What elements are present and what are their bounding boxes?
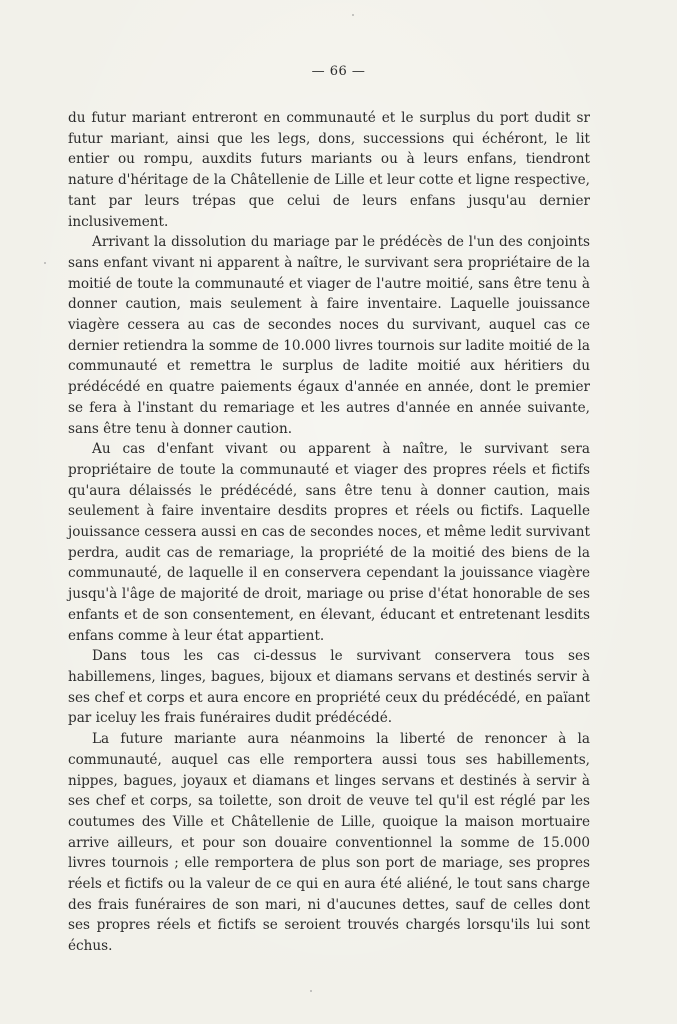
body-text [68,108,590,957]
paper-speck [310,990,312,992]
paragraph: La future mariante aura néanmoins la liberté de renoncer à la communauté, auquel cas elle remportera aussi tous ses habillements, nippes, bagues, joyaux et diamans et linges servans et destinés à servir à ses chef et corps, sa toilette, son droit de veuve tel qu'il est réglé par les coutumes des Ville et Châtellenie de Lille, quoique la maison mortuaire arrive ailleurs, et pour son douaire conventionnel la somme de 15.000 livres tournois ; elle remportera de plus son port de mariage, ses propres réels et fictifs ou la valeur de ce qui en aura été aliéné, le tout sans charge des frais funéraires de son mari, ni d'aucunes dettes, sauf de celles dont ses propres réels et fictifs se seroient trouvés chargés lorsqu'ils lui sont échus. [68,731,590,955]
paragraph: Dans tous les cas ci-dessus le survivant conservera tous ses habillemens, linges, bagues, bijoux et diamans servans et destinés servir à ses chef et corps et aura encore en propriété ceux du prédécédé, en païant par iceluy les frais funéraires dudit prédécédé. [68,648,590,727]
paragraph: du futur mariant entreront en communauté et le surplus du port dudit sr futur mariant, ainsi que les legs, dons, successions qui échéront, le lit entier ou rompu, auxdits futurs mariants ou à leurs enfans, tiendront nature d'héritage de la Châtellenie de Lille et leur cotte et ligne respective, tant par leurs trépas que celui de leurs enfans jusqu'au dernier inclusivement. [68,110,590,230]
paragraph: Au cas d'enfant vivant ou apparent à naître, le survivant sera propriétaire de toute la communauté et viager des propres réels et fictifs qu'aura délaissés le prédécédé, sans être tenu à donner caution, mais seulement à faire inventaire desdits propres et réels ou fictifs. Laquelle jouissance cessera aussi en cas de secondes noces, et même ledit survivant perdra, audit cas de remariage, la propriété de la moitié des biens de la communauté, de laquelle il en conservera cependant la jouissance viagère jusqu'à l'âge de majorité de droit, mariage ou prise d'état honorable de ses enfants et de son consentement, en élevant, éducant et entretenant lesdits enfans comme à leur état appartient. [68,441,590,644]
paragraph: Arrivant la dissolution du mariage par le prédécès de l'un des conjoints sans enfant vivant ni apparent à naître, le survivant sera propriétaire de la moitié de toute la communauté et viager de l'autre moitié, sans être tenu à donner caution, mais seulement à faire inventaire. Laquelle jouissance viagère cessera au cas de secondes noces du survivant, auquel cas ce dernier retiendra la somme de 10.000 livres tournois sur ladite moitié de la communauté et remettra le surplus de ladite moitié aux héritiers du prédécédé en quatre paiements égaux d'année en année, dont le premier se fera à l'instant du remariage et les autres d'année en année suivante, sans être tenu à donner caution. [68,234,590,437]
paper-speck [44,262,46,264]
page-number: — 66 — [311,64,366,79]
paper-speck [352,14,354,16]
